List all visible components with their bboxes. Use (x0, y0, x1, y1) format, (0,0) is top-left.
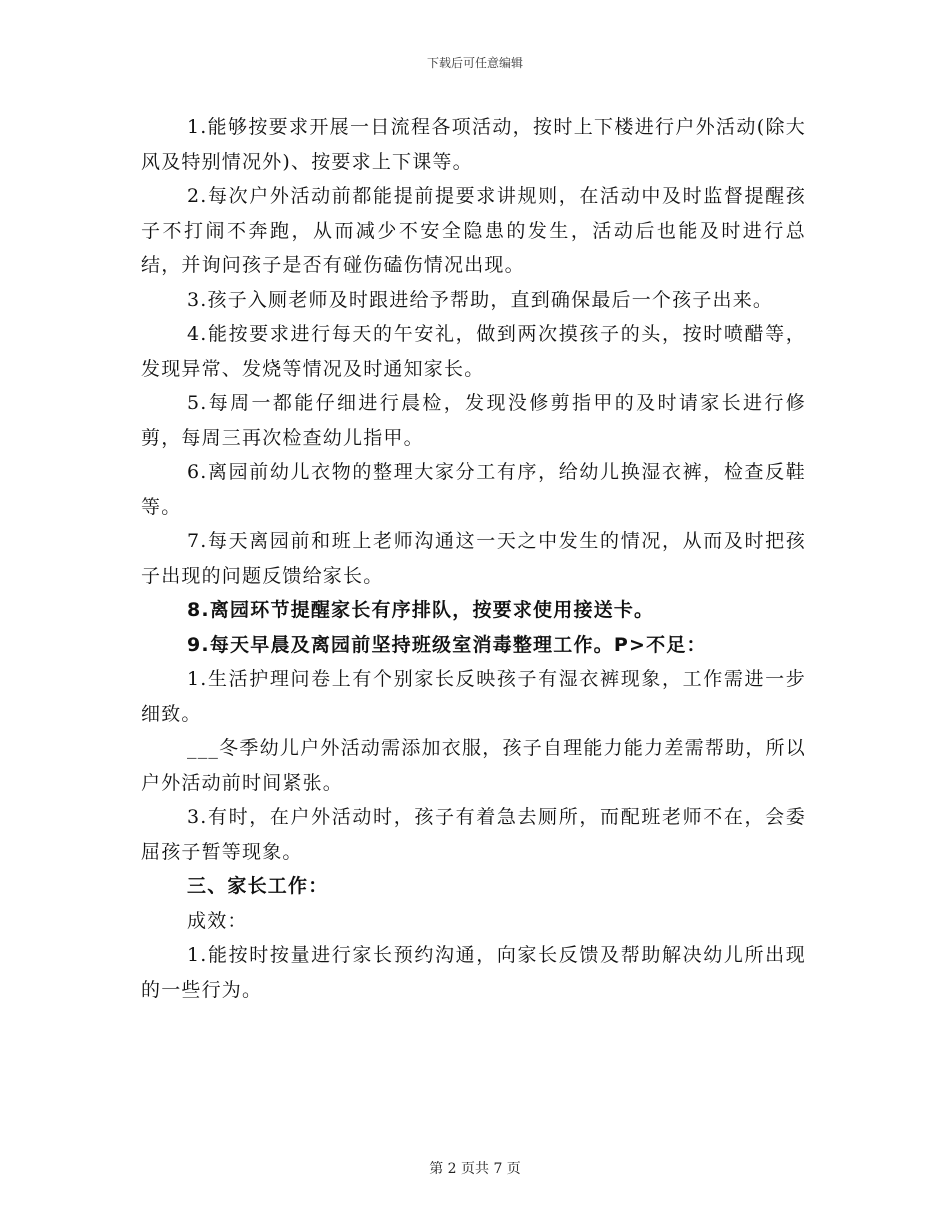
document-body (141, 110, 806, 1007)
paragraph-4: 4.能按要求进行每天的午安礼，做到两次摸孩子的头，按时喷醋等，发现异常、发烧等情况及时通知家长。 (141, 323, 806, 380)
paragraph-10: 1.生活护理问卷上有个别家长反映孩子有湿衣裤现象，工作需进一步细致。 (141, 668, 806, 725)
paragraph-7: 7.每天离园前和班上老师沟通这一天之中发生的情况，从而及时把孩子出现的问题反馈给家长。 (141, 530, 806, 587)
paragraph-15: 1.能按时按量进行家长预约沟通，向家长反馈及帮助解决幼儿所出现的一些行为。 (141, 944, 806, 1001)
page-footer: 第 2 页共 7 页 (429, 1161, 521, 1177)
paragraph-9: 9.每天早晨及离园前坚持班级室消毒整理工作。P>不足： (187, 633, 707, 656)
paragraph-5: 5.每周一都能仔细进行晨检，发现没修剪指甲的及时请家长进行修剪，每周三再次检查幼儿指甲。 (141, 392, 806, 449)
paragraph-3: 3.孩子入厕老师及时跟进给予帮助，直到确保最后一个孩子出来。 (187, 288, 774, 311)
paragraph-1: 1.能够按要求开展一日流程各项活动，按时上下楼进行户外活动(除大风及特别情况外)、按要求上下课等。 (141, 116, 806, 173)
paragraph-2: 2.每次户外活动前都能提前提要求讲规则，在活动中及时监督提醒孩子不打闹不奔跑，从而减少不安全隐患的发生，活动后也能及时进行总结，并询问孩子是否有碰伤磕伤情况出现。 (141, 185, 806, 276)
paragraph-results-label: 成效： (187, 909, 248, 932)
paragraph-12: 3.有时，在户外活动时，孩子有着急去厕所，而配班老师不在，会委屈孩子暂等现象。 (141, 806, 806, 863)
paragraph-11: ___冬季幼儿户外活动需添加衣服，孩子自理能力能力差需帮助，所以户外活动前时间紧张。 (141, 737, 806, 794)
section-heading-parent-work: 三、家长工作： (187, 875, 329, 897)
page-header: 下载后可任意编辑 (426, 56, 523, 70)
paragraph-8: 8.离园环节提醒家长有序排队，按要求使用接送卡。 (187, 599, 655, 621)
paragraph-6: 6.离园前幼儿衣物的整理大家分工有序，给幼儿换湿衣裤，检查反鞋等。 (141, 461, 806, 518)
